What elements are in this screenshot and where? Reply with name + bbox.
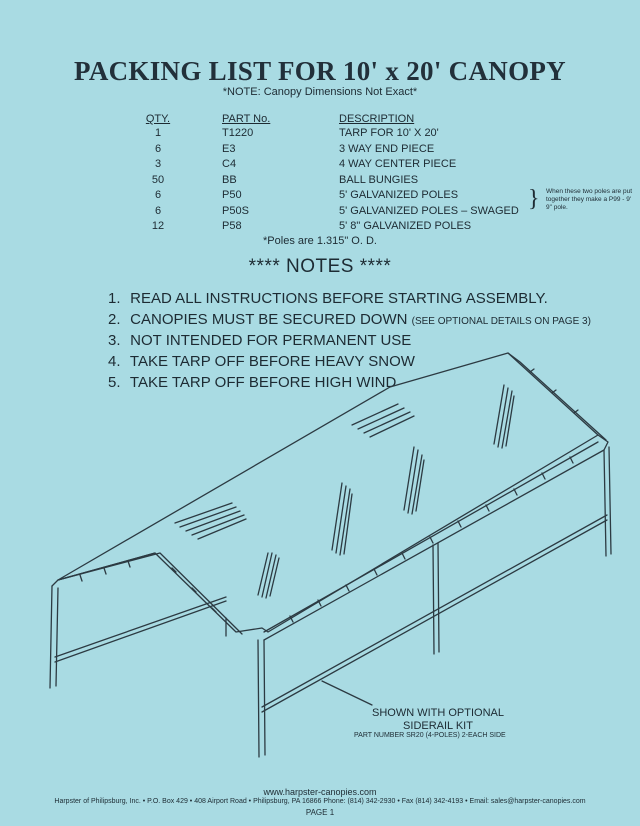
canopy-illustration bbox=[0, 340, 640, 760]
row-description: BALL BUNGIES bbox=[339, 174, 419, 186]
page-number: PAGE 1 bbox=[305, 808, 335, 817]
siderail-part-number: PART NUMBER SR20 (4-POLES) 2-EACH SIDE bbox=[354, 732, 506, 739]
row-qty: 6 bbox=[154, 205, 162, 217]
note-number: 3. bbox=[108, 332, 121, 349]
table-header bbox=[0, 113, 640, 128]
page-title: PACKING LIST FOR 10' x 20' CANOPY bbox=[74, 56, 566, 86]
row-description: 5' GALVANIZED POLES – SWAGED bbox=[339, 205, 519, 217]
row-qty: 6 bbox=[154, 143, 162, 155]
table-row bbox=[0, 158, 640, 173]
row-qty: 50 bbox=[151, 174, 165, 186]
row-description: 4 WAY CENTER PIECE bbox=[339, 158, 457, 170]
row-description: 5' 8" GALVANIZED POLES bbox=[339, 220, 472, 232]
row-description: 3 WAY END PIECE bbox=[339, 143, 435, 155]
note-number: 2. bbox=[108, 311, 121, 328]
note-item bbox=[108, 288, 591, 309]
note-text: TAKE TARP OFF BEFORE HEAVY SNOW bbox=[129, 353, 415, 370]
table-row bbox=[0, 127, 640, 142]
row-part: P50S bbox=[222, 205, 249, 217]
header-qty: QTY. bbox=[145, 113, 171, 125]
note-text: TAKE TARP OFF BEFORE HIGH WIND bbox=[129, 374, 397, 391]
row-part: BB bbox=[222, 174, 237, 186]
row-description: 5' GALVANIZED POLES bbox=[339, 189, 459, 201]
pole-diameter-note: *Poles are 1.315" O. D. bbox=[263, 235, 377, 247]
row-qty: 12 bbox=[151, 220, 165, 232]
row-part: T1220 bbox=[222, 127, 254, 139]
row-part: P50 bbox=[222, 189, 242, 201]
row-qty: 1 bbox=[154, 127, 162, 139]
siderail-callout bbox=[372, 707, 504, 733]
note-item bbox=[108, 309, 591, 330]
note-text: NOT INTENDED FOR PERMANENT USE bbox=[130, 332, 412, 349]
dimension-note: *NOTE: Canopy Dimensions Not Exact* bbox=[222, 86, 418, 98]
note-number: 1. bbox=[108, 290, 121, 307]
table-row bbox=[0, 220, 640, 235]
header-part: PART No. bbox=[222, 113, 271, 125]
footer-address: Harpster of Philipsburg, Inc. • P.O. Box 429 • 408 Airport Road • Philipsburg, PA 16866 Phone: (814) 342-2930 • Fax (814) 342-4193 • Email: sales@harpster-canopies.com bbox=[54, 798, 586, 805]
row-part: C4 bbox=[222, 158, 237, 170]
pole-combination-note: When these two poles are put together they make a P99 - 9' 9" pole. bbox=[546, 188, 632, 211]
note-text: CANOPIES MUST BE SECURED DOWN bbox=[130, 311, 408, 328]
table-row bbox=[0, 205, 640, 220]
row-part: E3 bbox=[222, 143, 236, 155]
table-row bbox=[0, 189, 640, 204]
callout-line-2: SIDERAIL KIT bbox=[403, 720, 473, 732]
footer-website: www.harpster-canopies.com bbox=[263, 787, 377, 797]
note-number: 4. bbox=[108, 353, 121, 370]
header-description: DESCRIPTION bbox=[339, 113, 415, 125]
note-text: READ ALL INSTRUCTIONS BEFORE STARTING ASSEMBLY. bbox=[130, 290, 548, 307]
notes-heading: **** NOTES **** bbox=[248, 256, 392, 277]
callout-line-1: SHOWN WITH OPTIONAL bbox=[372, 707, 504, 719]
note-number: 5. bbox=[108, 374, 121, 391]
brace-symbol: } bbox=[528, 186, 540, 212]
row-qty: 3 bbox=[154, 158, 162, 170]
table-row bbox=[0, 174, 640, 189]
table-row bbox=[0, 143, 640, 158]
row-qty: 6 bbox=[154, 189, 162, 201]
note-extra: (SEE OPTIONAL DETAILS ON PAGE 3) bbox=[411, 316, 591, 327]
row-description: TARP FOR 10' X 20' bbox=[339, 127, 439, 139]
row-part: P58 bbox=[222, 220, 242, 232]
